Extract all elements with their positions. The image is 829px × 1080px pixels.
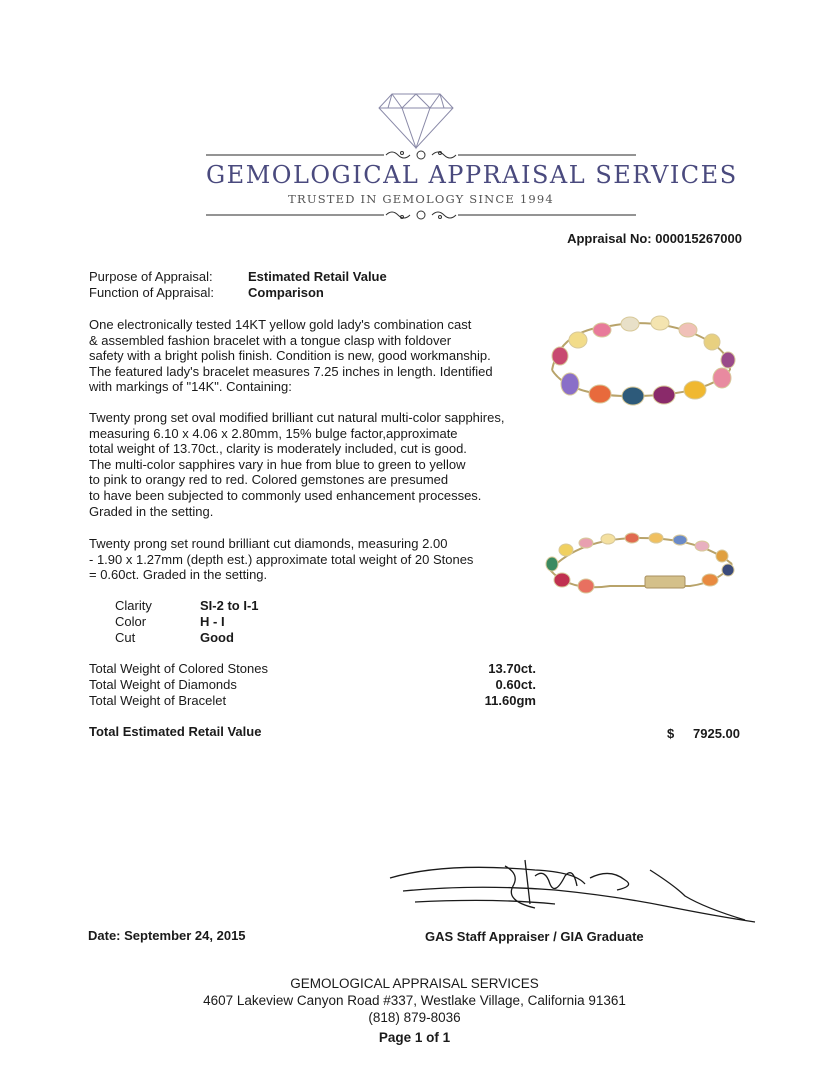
description-line: = 0.60ct. Graded in the setting. bbox=[89, 567, 268, 583]
description-paragraph-1 bbox=[89, 317, 529, 395]
weight-value-colored-stones: 13.70ct. bbox=[488, 661, 536, 676]
ornamental-divider-bottom bbox=[206, 208, 636, 227]
grading-value-cut: Good bbox=[200, 630, 234, 645]
function-label: Function of Appraisal: bbox=[89, 284, 215, 300]
footer-page: Page 1 of 1 bbox=[378, 1030, 451, 1045]
company-title: GEMOLOGICAL APPRAISAL SERVICES bbox=[206, 161, 738, 189]
description-line: total weight of 13.70ct., clarity is moderately included, cut is good. bbox=[89, 441, 467, 457]
signature-date: Date: September 24, 2015 bbox=[88, 928, 246, 943]
footer-phone: (818) 879-8036 bbox=[368, 1010, 461, 1025]
purpose-value: Estimated Retail Value bbox=[248, 269, 387, 284]
description-line: One electronically tested 14KT yellow gold lady's combination cast bbox=[89, 317, 472, 332]
grading-labels bbox=[115, 598, 152, 646]
footer-company: GEMOLOGICAL APPRAISAL SERVICES bbox=[290, 976, 539, 991]
appraiser-signature bbox=[385, 856, 760, 931]
footer bbox=[0, 975, 829, 1046]
description-line: - 1.90 x 1.27mm (depth est.) approximate total weight of 20 Stones bbox=[89, 551, 474, 567]
weight-label-diamonds: Total Weight of Diamonds bbox=[89, 677, 237, 692]
description-paragraph-2 bbox=[89, 410, 529, 519]
purpose-labels bbox=[89, 269, 214, 300]
total-label: Total Estimated Retail Value bbox=[89, 724, 262, 739]
diamond-logo-icon bbox=[378, 92, 454, 155]
grading-label-cut: Cut bbox=[115, 630, 136, 645]
description-paragraph-3 bbox=[89, 536, 529, 583]
total-amount: 7925.00 bbox=[693, 726, 740, 741]
description-line: measuring 6.10 x 4.06 x 2.80mm, 15% bulge factor,approximate bbox=[89, 425, 458, 441]
description-line: with markings of "14K". Containing: bbox=[89, 379, 292, 395]
appraisal-number bbox=[567, 231, 742, 246]
total-currency: $ bbox=[667, 726, 675, 741]
weight-labels bbox=[89, 661, 268, 709]
purpose-label: Purpose of Appraisal: bbox=[89, 269, 213, 284]
description-line: Twenty prong set oval modified brilliant cut natural multi-color sapphires, bbox=[89, 410, 505, 425]
grading-value-color: H - I bbox=[200, 614, 225, 629]
company-tagline: TRUSTED IN GEMOLOGY SINCE 1994 bbox=[288, 192, 554, 206]
description-line: to pink to orangy red to red. Colored gemstones are presumed bbox=[89, 472, 449, 488]
appraisal-number-label: Appraisal No: bbox=[567, 231, 652, 246]
appraiser-title: GAS Staff Appraiser / GIA Graduate bbox=[425, 929, 644, 944]
weight-label-colored-stones: Total Weight of Colored Stones bbox=[89, 661, 268, 676]
weight-value-diamonds: 0.60ct. bbox=[495, 677, 536, 692]
bracelet-photo-2 bbox=[540, 530, 740, 605]
description-line: to have been subjected to commonly used enhancement processes. bbox=[89, 487, 482, 503]
appraisal-number-value: 000015267000 bbox=[655, 231, 742, 246]
weight-label-bracelet: Total Weight of Bracelet bbox=[89, 693, 227, 708]
purpose-values bbox=[248, 269, 387, 300]
function-value: Comparison bbox=[248, 284, 324, 300]
description-line: Graded in the setting. bbox=[89, 503, 214, 519]
description-line: The featured lady's bracelet measures 7.25 inches in length. Identified bbox=[89, 363, 493, 379]
description-line: Twenty prong set round brilliant cut diamonds, measuring 2.00 bbox=[89, 536, 448, 551]
grading-values bbox=[200, 598, 259, 646]
description-line: The multi-color sapphires vary in hue from blue to green to yellow bbox=[89, 456, 466, 472]
bracelet-photo-1 bbox=[540, 310, 740, 425]
description-line: & assembled fashion bracelet with a tongue clasp with foldover bbox=[89, 332, 452, 348]
weight-value-bracelet: 11.60gm bbox=[484, 693, 536, 708]
description-line: safety with a bright polish finish. Condition is new, good workmanship. bbox=[89, 348, 491, 364]
grading-value-clarity: SI-2 to I-1 bbox=[200, 598, 259, 613]
weight-values bbox=[485, 661, 536, 709]
grading-label-color: Color bbox=[115, 614, 147, 629]
footer-address: 4607 Lakeview Canyon Road #337, Westlake Village, California 91361 bbox=[203, 993, 626, 1008]
grading-label-clarity: Clarity bbox=[115, 598, 152, 613]
